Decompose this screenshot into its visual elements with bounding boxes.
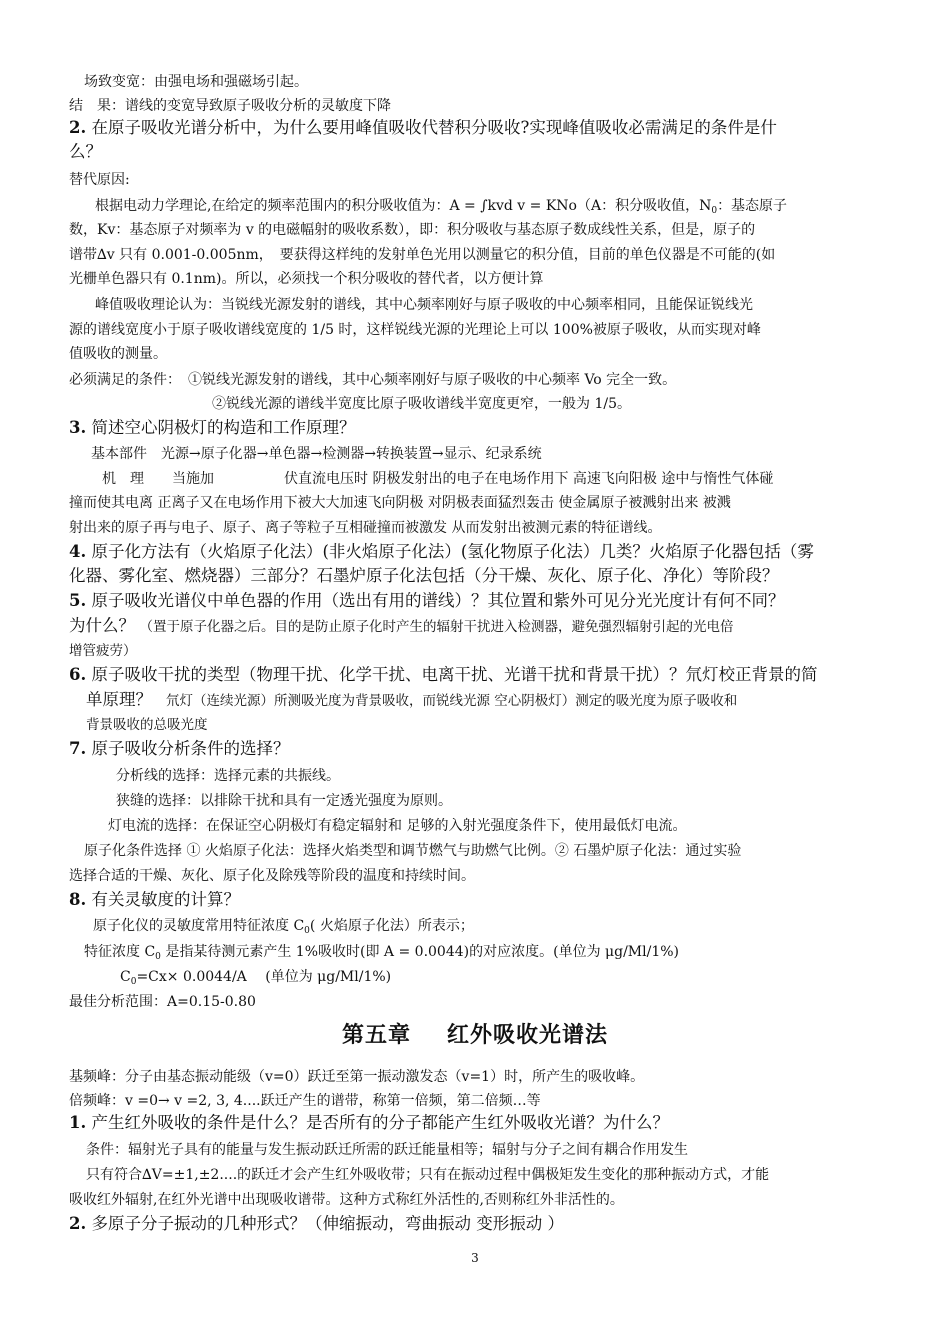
question-number: 8. bbox=[69, 890, 87, 909]
question-6-cont bbox=[86, 690, 884, 711]
answer-text: 背景吸收的总吸光度 bbox=[86, 717, 208, 733]
text-line: 替代原因: bbox=[69, 172, 130, 188]
question-5 bbox=[69, 591, 883, 611]
question-number: 2. bbox=[69, 118, 87, 137]
text-fragment: =Cx× 0.0044/A (单位为 μg/Ml/1%) bbox=[136, 969, 392, 985]
question-number: 1. bbox=[69, 1113, 87, 1132]
text-line: 倍频峰：v =0→ v =2, 3, 4....跃迁产生的谱带，称第一倍频，第二倍频…等 bbox=[69, 1093, 541, 1109]
text-fragment: ：基态原子 bbox=[717, 198, 788, 214]
question-text: 多原子分子振动的几种形式？（伸缩振动，弯曲振动 变形振动 ） bbox=[91, 1214, 564, 1233]
text-line: 源的谱线宽度小于原子吸收谱线宽度的 1/5 时，这样锐线光源的光理论上可以 100%被原子吸收，从而实现对峰 bbox=[69, 322, 761, 338]
text-line: 灯电流的选择：在保证空心阴极灯有稳定辐射和 足够的入射光强度条件下，使用最低灯电流。 bbox=[108, 818, 687, 834]
text-line: 光栅单色器只有 0.1nm)。所以，必须找一个积分吸收的替代者，以方便计算 bbox=[69, 271, 544, 287]
text-line: 基本部件 光源→原子化器→单色器→检测器→转换装置→显示、纪录系统 bbox=[91, 446, 542, 462]
text-line bbox=[120, 967, 880, 992]
text-line: 狭缝的选择：以排除干扰和具有一定透光强度为原则。 bbox=[116, 793, 452, 809]
text-line: 值吸收的测量。 bbox=[69, 346, 167, 362]
question-text: 单原理？ bbox=[86, 690, 152, 709]
text-fragment: C bbox=[120, 969, 131, 985]
question-3 bbox=[69, 418, 883, 438]
question-text: 在原子吸收光谱分析中，为什么要用峰值吸收代替积分吸收?实现峰值吸收必需满足的条件是什 bbox=[91, 118, 777, 137]
question-number: 7. bbox=[69, 739, 87, 758]
question-6 bbox=[69, 665, 883, 685]
text-line: 撞而使其电离 正离子又在电场作用下被大大加速飞向阴极 对阴极表面猛烈轰击 使金属原子被溅射出来 被溅 bbox=[69, 495, 731, 511]
text-line bbox=[93, 916, 883, 941]
question-text: 原子吸收干扰的类型（物理干扰、化学干扰、电离干扰、光谱干扰和背景干扰）？氘灯校正背景的简 bbox=[91, 665, 818, 684]
question-text: 原子化方法有（火焰原子化法）(非火焰原子化法）(氢化物原子化法）几类？火焰原子化器包括（雾 bbox=[91, 542, 814, 561]
question-text: 为什么？ bbox=[69, 616, 135, 635]
text-line: 必须满足的条件： ①锐线光源发射的谱线，其中心频率刚好与原子吸收的中心频率 Vo 完全一致。 bbox=[69, 372, 677, 388]
question-8 bbox=[69, 890, 883, 910]
question-number: 4. bbox=[69, 542, 87, 561]
text-line: 峰值吸收理论认为：当锐线光源发射的谱线，其中心频率刚好与原子吸收的中心频率相同，且能保证锐线光 bbox=[95, 297, 753, 313]
text-line: 基频峰：分子由基态振动能级（v=0）跃迁至第一振动激发态（v=1）时，所产生的吸收峰。 bbox=[69, 1069, 645, 1085]
text-line: 结 果：谱线的变宽导致原子吸收分析的灵敏度下降 bbox=[69, 98, 391, 114]
subscript: 0 bbox=[155, 952, 161, 962]
text-line: 机 理 当施加 伏直流电压时 阴极发射出的电子在电场作用下 高速飞向阳极 途中与惰性气体碰 bbox=[102, 471, 774, 487]
question-text: 原子吸收光谱仪中单色器的作用（选出有用的谱线）？其位置和紫外可见分光光度计有何不同？ bbox=[91, 591, 785, 610]
chapter-name: 红外吸收光谱法 bbox=[447, 1023, 609, 1048]
question-2-cont: 么？ bbox=[69, 142, 102, 161]
answer-text: （置于原子化器之后。目的是防止原子化时产生的辐射干扰进入检测器，避免强烈辐射引起的光电倍 bbox=[139, 619, 734, 635]
question-4-cont: 化器、雾化室、燃烧器）三部分？石墨炉原子化法包括（分干燥、灰化、原子化、净化）等阶段？ bbox=[69, 566, 779, 585]
question-number: 3. bbox=[69, 418, 87, 437]
chapter-number: 第五章 bbox=[341, 1023, 411, 1048]
question-text: 产生红外吸收的条件是什么？是否所有的分子都能产生红外吸收光谱？为什么？ bbox=[91, 1113, 669, 1132]
text-line: 谱带∆v 只有 0.001-0.005nm， 要获得这样纯的发射单色光用以测量它的积分值，目前的单色仪器是不可能的(如 bbox=[69, 247, 776, 263]
question-text: 有关灵敏度的计算？ bbox=[91, 890, 240, 909]
question-5-cont bbox=[69, 616, 883, 637]
text-line: 只有符合∆V=±1,±2....的跃迁才会产生红外吸收带；只有在振动过程中偶极矩发生变化的那种振动方式，才能 bbox=[86, 1167, 770, 1183]
text-line bbox=[84, 942, 884, 967]
subscript: 0 bbox=[711, 206, 718, 216]
question-1 bbox=[69, 1113, 883, 1133]
text-line: 吸收红外辐射,在红外光谱中出现吸收谱带。这种方式称红外活性的,否则称红外非活性的。 bbox=[69, 1192, 624, 1208]
text-line: 数，Kv：基态原子对频率为 v 的电磁幅射的吸收系数），即：积分吸收与基态原子数成线性关系，但是，原子的 bbox=[69, 222, 756, 238]
question-number: 5. bbox=[69, 591, 87, 610]
chapter-title bbox=[0, 1018, 950, 1049]
subscript: 0 bbox=[304, 926, 310, 936]
question-2 bbox=[69, 118, 883, 138]
question-number: 6. bbox=[69, 665, 87, 684]
text-line: ②锐线光源的谱线半宽度比原子吸收谱线半宽度更窄，一般为 1/5。 bbox=[212, 396, 631, 412]
text-fragment: 原子化仪的灵敏度常用特征浓度 C bbox=[93, 918, 305, 934]
text-line bbox=[95, 196, 885, 221]
text-line: 场致变宽：由强电场和强磁场引起。 bbox=[84, 74, 308, 90]
text-fragment: 是指某待测元素产生 1%吸收时(即 A = 0.0044)的对应浓度。(单位为 μg/Ml/1%) bbox=[160, 944, 680, 960]
answer-text: 增管疲劳） bbox=[69, 643, 137, 659]
question-number: 2. bbox=[69, 1214, 87, 1233]
text-fragment: 根据电动力学理论,在给定的频率范围内的积分吸收值为：A = ∫kvd v = KNo（A：积分吸收值，N bbox=[95, 198, 712, 214]
text-fragment: ( 火焰原子化法）所表示； bbox=[309, 918, 474, 934]
text-line: 条件：辐射光子具有的能量与发生振动跃迁所需的跃迁能量相等；辐射与分子之间有耦合作用发生 bbox=[86, 1142, 688, 1158]
text-line: 分析线的选择：选择元素的共振线。 bbox=[116, 768, 340, 784]
page-number: 3 bbox=[471, 1251, 479, 1265]
question-text: 原子吸收分析条件的选择？ bbox=[91, 739, 290, 758]
text-line: 最佳分析范围：A=0.15-0.80 bbox=[69, 994, 256, 1010]
text-line: 选择合适的干燥、灰化、原子化及除残等阶段的温度和持续时间。 bbox=[69, 868, 475, 884]
text-fragment: 特征浓度 C bbox=[84, 944, 156, 960]
subscript: 0 bbox=[130, 977, 137, 987]
question-7 bbox=[69, 739, 883, 759]
text-line: 原子化条件选择 ① 火焰原子化法：选择火焰类型和调节燃气与助燃气比例。② 石墨炉原子化法：通过实验 bbox=[84, 843, 742, 859]
question-2b bbox=[69, 1214, 883, 1234]
answer-text: 氘灯（连续光源）所测吸光度为背景吸收，而锐线光源 空心阴极灯）测定的吸光度为原子吸收和 bbox=[166, 693, 738, 709]
text-line: 射出来的原子再与电子、原子、离子等粒子互相碰撞而被激发 从而发射出被测元素的特征谱线。 bbox=[69, 520, 662, 536]
question-4 bbox=[69, 542, 883, 562]
question-text: 简述空心阴极灯的构造和工作原理？ bbox=[91, 418, 356, 437]
